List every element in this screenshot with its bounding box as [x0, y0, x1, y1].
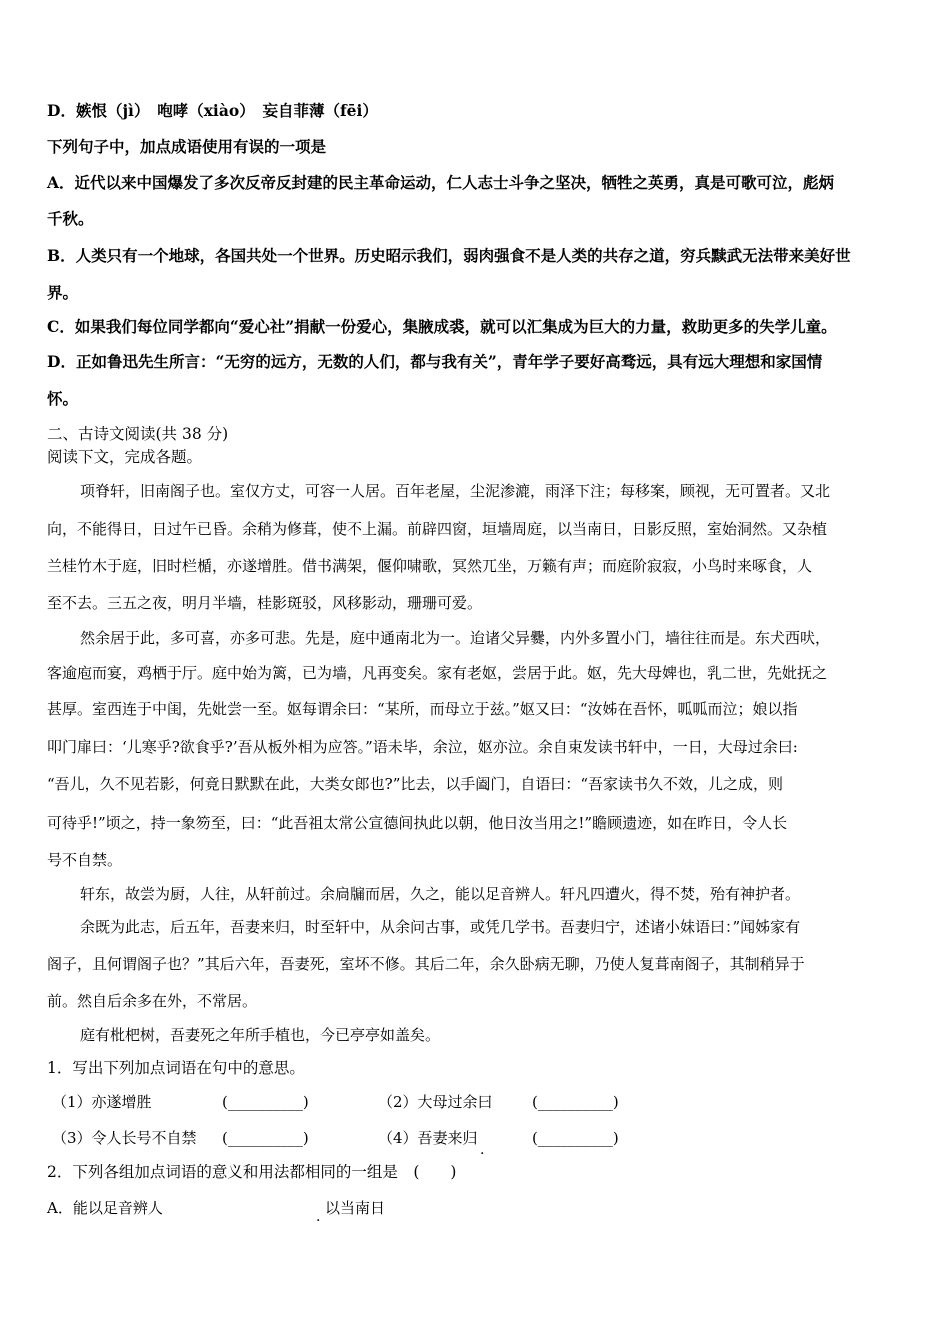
q1-item-3: （3）令人长号不自禁: [52, 1129, 197, 1147]
passage-p1-line4: 至不去。三五之夜，明月半墙，桂影斑驳，风移影动，珊珊可爱。: [47, 594, 483, 612]
option-d-line1: D．正如鲁迅先生所言：“无穷的远方，无数的人们，都与我有关”，青年学子要好高骛远，具有远大理想和家国情: [47, 352, 823, 371]
option-c: C．如果我们每位同学都向“爱心社”捐献一份爱心，集腋成裘，就可以汇集成为巨大的力量，救助更多的失学儿童。: [47, 317, 837, 336]
passage-p1-line3: 兰桂竹木于庭，旧时栏楯，亦遂增胜。借书满架，偃仰啸歌，冥然兀坐，万籁有声；而庭阶寂寂，小鸟时来啄食，人: [47, 557, 813, 575]
emphasis-dot: .: [480, 1142, 485, 1158]
passage-p2-line5: “吾儿，久不见若影，何竟日默默在此，大类女郎也?”比去，以手阖门，自语曰：“吾家读书久不效，儿之成，则: [47, 775, 784, 793]
q1-blank-3[interactable]: (__________): [222, 1129, 309, 1147]
q2-option-a: A．能以足音辨人: [47, 1199, 163, 1217]
q2-option-a-second: 以当南日: [325, 1199, 386, 1217]
passage-p1-line1: 项脊轩，旧南阁子也。室仅方丈，可容一人居。百年老屋，尘泥渗漉，雨泽下注；每移案，顾视，无可置者。又北: [80, 482, 831, 500]
passage-p2-line4: 叩门扉曰：‘儿寒乎?欲食乎?’吾从板外相为应答。”语未毕，余泣，妪亦泣。余自束发读书轩中，一日，大母过余曰:: [47, 738, 798, 756]
passage-p2-line3: 甚厚。室西连于中闺，先妣尝一至。妪每谓余曰：“某所，而母立于兹。”妪又曰：“汝姊在吾怀，呱呱而泣；娘以指: [47, 700, 798, 718]
passage-p2-line1: 然余居于此，多可喜，亦多可悲。先是，庭中通南北为一。迨诸父异爨，内外多置小门，墙往往而是。东犬西吠，: [80, 629, 831, 647]
q1-blank-1[interactable]: (__________): [222, 1093, 309, 1111]
option-b-line2: 界。: [47, 283, 79, 302]
q1-blank-2[interactable]: (__________): [532, 1093, 619, 1111]
q1-item-4: （4）吾妻来归: [378, 1129, 478, 1147]
passage-p5: 庭有枇杷树，吾妻死之年所手植也，今已亭亭如盖矣。: [80, 1026, 441, 1044]
emphasis-dot: .: [316, 1209, 321, 1225]
passage-p4-line1: 余既为此志，后五年，吾妻来归，时至轩中，从余问古事，或凭几学书。吾妻归宁，述诸小妹语曰：”闻姊家有: [80, 918, 801, 936]
q1-blank-4[interactable]: (__________): [532, 1129, 619, 1147]
option-d-pinyin: D．嫉恨（jì） 咆哮（xiào） 妄自菲薄（fēi）: [47, 101, 378, 120]
option-a-line1: A．近代以来中国爆发了多次反帝反封建的民主革命运动，仁人志士斗争之坚决，牺牲之英勇，真是可歌可泣，彪炳: [47, 173, 835, 192]
question-1: 1．写出下列加点词语在句中的意思。: [47, 1059, 305, 1077]
question-idiom: 下列句子中，加点成语使用有误的一项是: [47, 137, 327, 156]
passage-p4-line2: 阁子，且何谓阁子也？”其后六年，吾妻死，室坏不修。其后二年，余久卧病无聊，乃使人复葺南阁子，其制稍异于: [47, 955, 805, 973]
section-heading: 二、古诗文阅读(共 38 分): [47, 425, 229, 443]
passage-p4-line3: 前。然自后余多在外，不常居。: [47, 992, 258, 1010]
q1-item-1: （1）亦遂增胜: [52, 1093, 152, 1111]
option-a-line2: 千秋。: [47, 209, 94, 228]
passage-p3: 轩东，故尝为厨，人往，从轩前过。余扃牖而居，久之，能以足音辨人。轩凡四遭火，得不焚，殆有神护者。: [80, 885, 801, 903]
q1-item-2: （2）大母过余曰: [378, 1093, 493, 1111]
passage-p2-line2: 客逾庖而宴，鸡栖于厅。庭中始为篱，已为墙，凡再变矣。家有老妪，尝居于此。妪，先大母婢也，乳二世，先妣抚之: [47, 664, 828, 682]
option-d-line2: 怀。: [47, 389, 79, 408]
passage-p1-line2: 向，不能得日，日过午已昏。余稍为修葺，使不上漏。前辟四窗，垣墙周庭，以当南日，日影反照，室始洞然。又杂植: [47, 520, 828, 538]
passage-p2-line7: 号不自禁。: [47, 851, 123, 869]
passage-p2-line6: 可待乎!”顷之，持一象笏至，曰：“此吾祖太常公宣德间执此以朝，他日汝当用之!”瞻顾遗迹，如在昨日，令人长: [47, 814, 788, 832]
option-b-line1: B．人类只有一个地球，各国共处一个世界。历史昭示我们，弱肉强食不是人类的共存之道，穷兵黩武无法带来美好世: [47, 246, 851, 265]
reading-instruction: 阅读下文，完成各题。: [47, 448, 203, 466]
question-2: 2．下列各组加点词语的意义和用法都相同的一组是 ( ): [47, 1163, 457, 1181]
